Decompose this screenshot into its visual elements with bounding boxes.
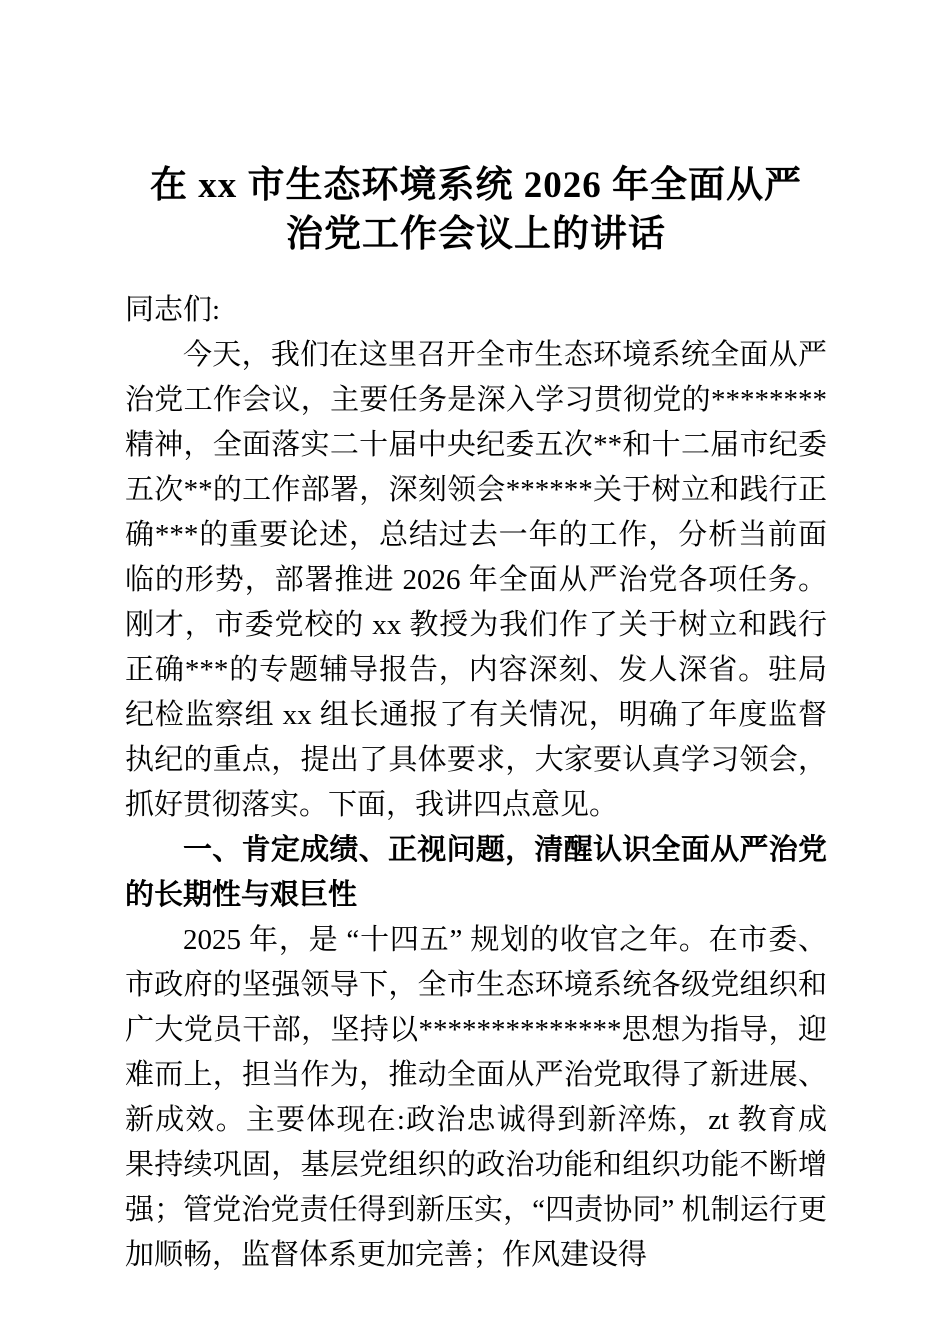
title-line-1: 在 xx 市生态环境系统 2026 年全面从严 xyxy=(150,165,802,206)
paragraph-intro: 今天，我们在这里召开全市生态环境系统全面从严治党工作会议，主要任务是深入学习贯彻党的********精神，全面落实二十届中央纪委五次**和十二届市纪委五次**的工作部署，深刻领会******关于树立和践行正确***的重要论述，总结过去一年的工作，分析当前面临的形势，部署推进 2026 年全面从严治党各项任务。刚才，市委党校的 xx 教授为我们作了关于树立和践行正确***的专题辅导报告，内容深刻、发人深省。驻局纪检监察组 xx 组长通报了有关情况，明确了年度监督执纪的重点，提出了具体要求，大家要认真学习领会，抓好贯彻落实。下面，我讲四点意见。 xyxy=(125,338,827,821)
title-line-2: 治党工作会议上的讲话 xyxy=(286,213,666,255)
paragraph-section1-body: 2025 年，是 “十四五” 规划的收官之年。在市委、市政府的坚强领导下，全市生态环境系统各级党组织和广大党员干部，坚持以**************思想为指导，迎难而上，担当作为，推动全面从严治党取得了新进展、新成效。主要体现在:政治忠诚得到新淬炼，zt 教育成果持续巩固，基层党组织的政治功能和组织功能不断增强；管党治党责任得到新压实，“四责协同” 机制运行更加顺畅，监督体系更加完善；作风建设得 xyxy=(125,923,827,1271)
document-title xyxy=(125,162,827,260)
document-body xyxy=(125,288,827,1278)
section-heading: 一、肯定成绩、正视问题，清醒认识全面从严治党的长期性与艰巨性 xyxy=(125,833,827,911)
salutation: 同志们: xyxy=(125,293,221,326)
